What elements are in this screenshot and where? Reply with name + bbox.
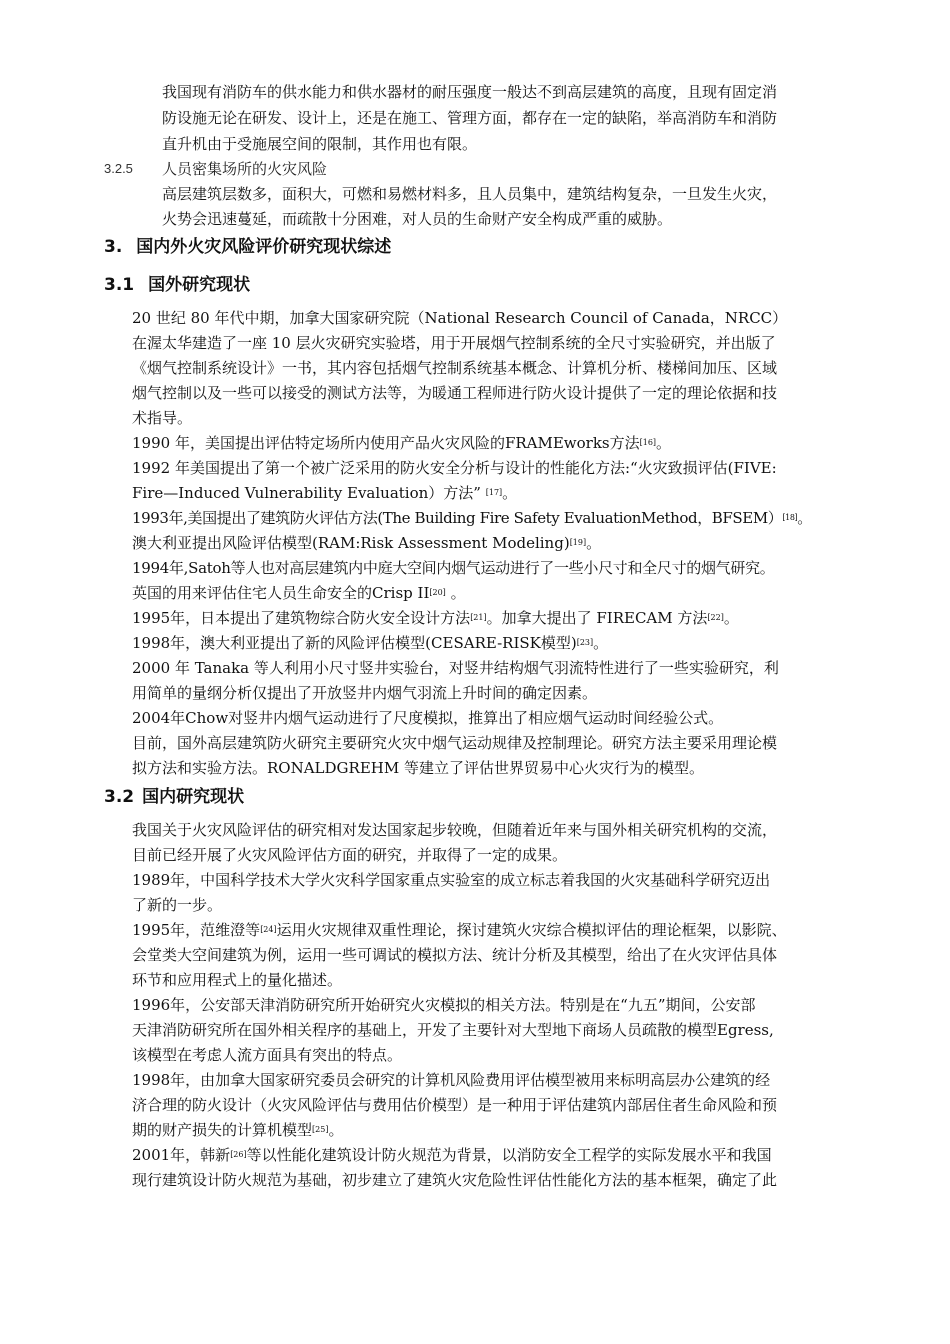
s32-line-2001: [132, 1143, 772, 1167]
s31-line-1993: [132, 506, 812, 530]
s31-1993-period: 。: [797, 509, 812, 527]
section-325-line-1: 高层建筑层数多，面积大，可燃和易燃材料多，且人员集中，建筑结构复杂，一旦发生火灾，: [162, 185, 778, 203]
s31-1990-period: 。: [656, 434, 672, 452]
s31-line-now-a: 目前，国外高层建筑防火研究主要研究火灾中烟气运动规律及控制理论。研究方法主要采用理论模: [132, 734, 778, 752]
ref-24: [24]: [260, 925, 277, 934]
s32-1995-text-a: 1995年，范维澄等: [132, 921, 261, 939]
s32-line-1995: [132, 918, 787, 942]
s31-line-ram: [132, 531, 601, 555]
s32-line-4: 了新的一步。: [132, 896, 223, 914]
ref-20: [20]: [429, 588, 446, 597]
s32-1998-period: 。: [328, 1121, 344, 1139]
s31-line-3: 《烟气控制系统设计》一书，其内容包括烟气控制系统基本概念、计算机分析、楼梯间加压、区域: [132, 359, 778, 377]
ref-21: [21]: [470, 613, 487, 622]
intro-line-1: 我国现有消防车的供水能力和供水器材的耐压强度一般达不到高层建筑的高度，且现有固定消: [162, 83, 778, 101]
s31-line-1992b: [132, 481, 517, 505]
s32-line-2: 目前已经开展了火灾风险评估方面的研究，并取得了一定的成果。: [132, 846, 568, 864]
s32-line-3: 1989年，中国科学技术大学火灾科学国家重点实验室的成立标志着我国的火灾基础科学研究迈出: [132, 871, 771, 889]
ref-25: [25]: [312, 1125, 329, 1134]
s31-line-crisp: [132, 581, 466, 605]
s31-ram-period: 。: [586, 534, 602, 552]
ref-26: [26]: [230, 1150, 247, 1159]
s32-line-10: 该模型在考虑人流方面具有突出的特点。: [132, 1046, 403, 1064]
s31-1990-text: 1990 年，美国提出评估特定场所内使用产品火灾风险的FRAMEworks方法: [132, 434, 640, 452]
s31-crisp-text: 英国的用来评估住宅人员生命安全的Crisp II: [132, 584, 430, 602]
s31-1993-text: 1993年,美国提出了建筑防火评估方法(The Building Fire Safety EvaluationMethod，BFSEM）: [132, 509, 783, 527]
s32-line-11: 1998年，由加拿大国家研究委员会研究的计算机风险费用评估模型被用来标明高层办公建筑的经: [132, 1071, 771, 1089]
s32-line-7: 环节和应用程式上的量化描述。: [132, 971, 343, 989]
s32-line-9: 天津消防研究所在国外相关程序的基础上，开发了主要针对大型地下商场人员疏散的模型Egress,: [132, 1021, 774, 1039]
ref-22: [22]: [707, 613, 724, 622]
section-32-number: 3.2: [104, 787, 135, 807]
s31-line-1998: [132, 631, 608, 655]
s31-line-4: 烟气控制以及一些可以接受的测试方法等，为暖通工程师进行防火设计提供了一定的理论依据和技: [132, 384, 778, 402]
s31-1998-period: 。: [593, 634, 609, 652]
section-32-heading: [104, 784, 244, 810]
s31-1998-text: 1998年，澳大利亚提出了新的风险评估模型(CESARE-RISK模型): [132, 634, 577, 652]
s31-1995-period: 。: [723, 609, 739, 627]
ref-16: [16]: [639, 438, 657, 447]
ref-19: [19]: [569, 538, 587, 547]
section-325-title: 人员密集场所的火灾风险: [162, 160, 328, 178]
s32-2001-text-b: 等以性能化建筑设计防火规范为背景，以消防安全工程学的实际发展水平和我国: [246, 1146, 772, 1164]
section-32-title: 国内研究现状: [142, 787, 245, 807]
s31-line-1995: [132, 606, 739, 630]
ref-18: [18]: [782, 513, 798, 522]
section-3-title: 国内外火灾风险评价研究现状综述: [136, 237, 392, 257]
s31-1992b-text: Fire—Induced Vulnerability Evaluation）方法”: [132, 484, 481, 502]
ref-17: [17]: [485, 488, 503, 497]
s31-line-2004: 2004年Chow对竖井内烟气运动进行了尺度模拟，推算出了相应烟气运动时间经验公式。: [132, 709, 724, 727]
s31-line-1992a: 1992 年美国提出了第一个被广泛采用的防火安全分析与设计的性能化方法:“火灾致损评估(FIVE:: [132, 459, 777, 477]
s32-1998-tail: 期的财产损失的计算机模型: [132, 1121, 313, 1139]
s32-line-16: 现行建筑设计防火规范为基础，初步建立了建筑火灾危险性评估性能化方法的基本框架，确定了此: [132, 1171, 778, 1189]
s31-line-2000b: 用简单的量纲分析仅提出了开放竖井内烟气羽流上升时间的确定因素。: [132, 684, 598, 702]
section-3-heading: [104, 234, 391, 260]
s31-1995-text: 1995年，日本提出了建筑物综合防火安全设计方法: [132, 609, 471, 627]
s31-line-1994: 1994年,Satoh等人也对高层建筑内中庭大空间内烟气运动进行了一些小尺寸和全尺寸的烟气研究。: [132, 559, 775, 577]
s32-line-13: [132, 1118, 343, 1142]
s32-line-8: 1996年，公安部天津消防研究所开始研究火灾模拟的相关方法。特别是在“九五”期间，公安部: [132, 996, 756, 1014]
s31-1992b-period: 。: [502, 484, 518, 502]
s31-ram-text: 澳大利亚提出风险评估模型(RAM:Risk Assessment Modeling): [132, 534, 570, 552]
s32-1995-text-b: 运用火灾规律双重性理论，探讨建筑火灾综合模拟评估的理论框架，以影院、: [276, 921, 787, 939]
intro-line-3: 直升机由于受施展空间的限制，其作用也有限。: [162, 135, 478, 153]
s31-1995-mid: 。加拿大提出了 FIRECAM 方法: [486, 609, 708, 627]
s31-line-1: 20 世纪 80 年代中期，加拿大国家研究院（National Research Council of Canada，NRCC）: [132, 309, 788, 327]
s32-line-12: 济合理的防火设计（火灾风险评估与费用估价模型）是一种用于评估建筑内部居住者生命风险和预: [132, 1096, 778, 1114]
s31-line-1990: [132, 431, 671, 455]
section-3-number: 3.: [104, 237, 123, 257]
section-31-number: 3.1: [104, 275, 135, 295]
s32-2001-text-a: 2001年，韩新: [132, 1146, 231, 1164]
section-31-heading: [104, 272, 250, 298]
intro-line-2: 防设施无论在研发、设计上，还是在施工、管理方面，都存在一定的缺陷，举高消防车和消防: [162, 109, 778, 127]
ref-23: [23]: [576, 638, 594, 647]
s31-crisp-period: 。: [450, 584, 466, 602]
s31-line-5: 术指导。: [132, 409, 193, 427]
section-325-line-2: 火势会迅速蔓延，而疏散十分困难，对人员的生命财产安全构成严重的威胁。: [162, 210, 673, 228]
s31-line-2000a: 2000 年 Tanaka 等人利用小尺寸竖井实验台，对竖井结构烟气羽流特性进行了一些实验研究，利: [132, 659, 779, 677]
s32-line-6: 会堂类大空间建筑为例，运用一些可调试的模拟方法、统计分析及其模型，给出了在火灾评估具体: [132, 946, 778, 964]
section-31-title: 国外研究现状: [148, 275, 251, 295]
s31-line-now-b: 拟方法和实验方法。RONALDGREHM 等建立了评估世界贸易中心火灾行为的模型。: [132, 759, 704, 777]
s32-line-1: 我国关于火灾风险评估的研究相对发达国家起步较晚，但随着近年来与国外相关研究机构的交流，: [132, 821, 778, 839]
section-325-number: 3.2.5: [104, 161, 133, 176]
s31-line-2: 在渥太华建造了一座 10 层火灾研究实验塔，用于开展烟气控制系统的全尺寸实验研究，并出版了: [132, 334, 776, 352]
